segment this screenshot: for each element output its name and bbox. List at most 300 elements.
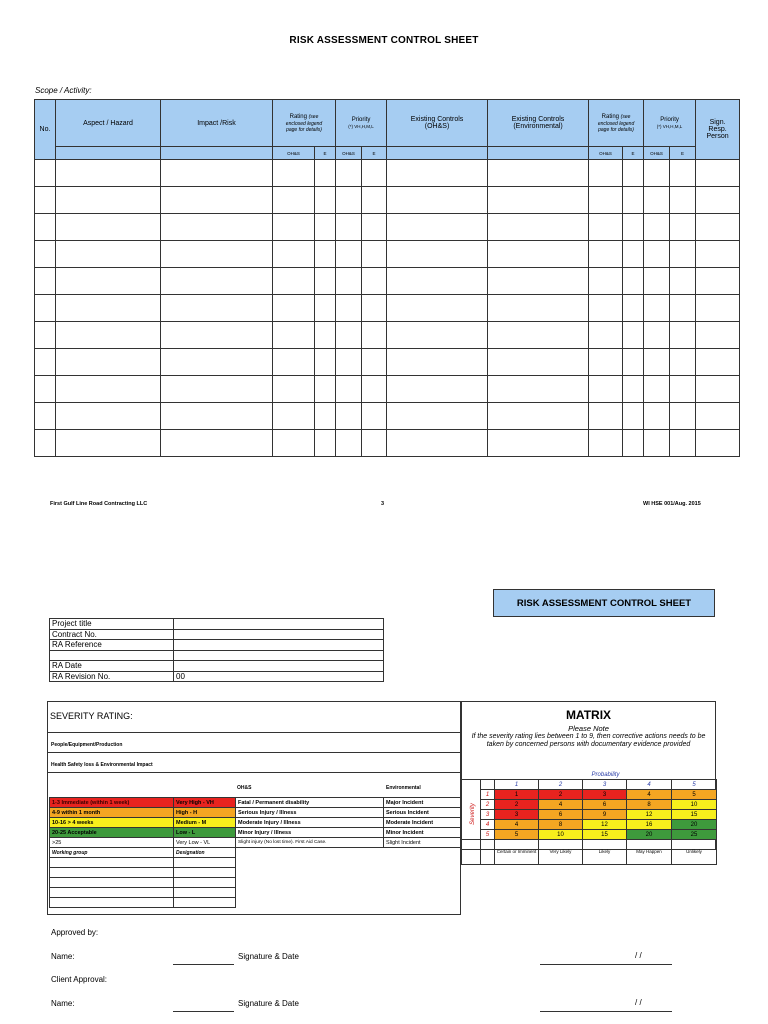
signature-line-1[interactable] <box>540 964 672 965</box>
designation-cell[interactable] <box>174 858 236 868</box>
signature-line-2[interactable] <box>540 1011 672 1012</box>
table-cell[interactable] <box>387 430 488 457</box>
table-cell[interactable] <box>623 241 644 268</box>
table-cell[interactable] <box>273 376 315 403</box>
table-cell[interactable] <box>488 295 589 322</box>
table-cell[interactable] <box>623 376 644 403</box>
table-cell[interactable] <box>362 268 387 295</box>
table-cell[interactable] <box>670 376 696 403</box>
matrix-cell: 9 <box>583 810 627 820</box>
severity-level: Low - L <box>174 828 236 838</box>
table-cell[interactable] <box>315 430 336 457</box>
subheader-ohs: OH&S <box>644 147 670 160</box>
table-cell[interactable] <box>589 268 623 295</box>
severity-axis-text: Severity <box>469 803 476 826</box>
risk-assessment-table <box>34 99 740 457</box>
table-cell[interactable] <box>589 430 623 457</box>
severity-range: 1-3 Immediate (within 1 week) <box>50 798 174 808</box>
table-cell[interactable] <box>589 295 623 322</box>
working-group-cell[interactable] <box>50 858 174 868</box>
table-cell[interactable] <box>362 349 387 376</box>
table-cell[interactable] <box>273 214 315 241</box>
table-cell[interactable] <box>488 187 589 214</box>
matrix-title: MATRIX <box>565 708 612 722</box>
date-slashes-2: / / <box>635 998 642 1007</box>
table-cell[interactable] <box>644 214 670 241</box>
table-cell[interactable] <box>696 376 740 403</box>
col-header-controls-ohs <box>387 100 488 147</box>
table-cell[interactable] <box>623 295 644 322</box>
table-cell[interactable] <box>696 187 740 214</box>
info-value[interactable] <box>174 650 384 661</box>
designation-cell[interactable] <box>174 898 236 908</box>
table-cell[interactable] <box>670 187 696 214</box>
table-cell[interactable] <box>336 214 362 241</box>
table-cell[interactable] <box>387 214 488 241</box>
spacer <box>236 888 384 898</box>
severity-level: High - H <box>174 808 236 818</box>
severity-number: 2 <box>481 800 495 810</box>
table-cell[interactable] <box>161 376 273 403</box>
rating-note-b-2: enclosed legend <box>597 120 635 127</box>
table-cell[interactable] <box>315 403 336 430</box>
table-cell[interactable] <box>273 187 315 214</box>
table-cell[interactable] <box>161 403 273 430</box>
subheader-ohs: OH&S <box>273 147 315 160</box>
subheader-e: E <box>362 147 387 160</box>
working-group-cell[interactable] <box>50 868 174 878</box>
info-value[interactable]: 00 <box>174 671 384 682</box>
info-value[interactable] <box>174 661 384 672</box>
table-cell[interactable] <box>589 376 623 403</box>
probability-number: 2 <box>539 780 583 790</box>
matrix-cell: 25 <box>672 830 717 840</box>
table-cell[interactable] <box>56 268 161 295</box>
subheader-e: E <box>670 147 696 160</box>
table-cell[interactable] <box>336 187 362 214</box>
table-cell[interactable] <box>589 241 623 268</box>
table-cell[interactable] <box>35 187 56 214</box>
table-cell[interactable] <box>362 403 387 430</box>
table-cell[interactable] <box>696 160 740 187</box>
page-title: RISK ASSESSMENT CONTROL SHEET <box>289 35 479 46</box>
matrix-cell: 16 <box>627 820 672 830</box>
severity-row <box>50 808 462 818</box>
table-cell[interactable] <box>56 322 161 349</box>
rating-label-2: Rating <box>601 113 619 120</box>
working-group-cell[interactable] <box>50 898 174 908</box>
table-cell[interactable] <box>362 322 387 349</box>
table-cell[interactable] <box>273 241 315 268</box>
table-cell[interactable] <box>644 295 670 322</box>
severity-range: >25 <box>50 838 174 848</box>
matrix-cell: 20 <box>627 830 672 840</box>
table-cell[interactable] <box>336 376 362 403</box>
table-cell[interactable] <box>696 295 740 322</box>
info-value[interactable] <box>174 640 384 651</box>
designation-cell[interactable] <box>174 868 236 878</box>
col-header-rating-env <box>589 100 644 147</box>
table-cell[interactable] <box>644 376 670 403</box>
table-cell[interactable] <box>644 322 670 349</box>
table-cell[interactable] <box>35 160 56 187</box>
severity-level: Very High - VH <box>174 798 236 808</box>
name-label-1: Name: <box>51 952 75 961</box>
sheet-title: RISK ASSESSMENT CONTROL SHEET <box>493 589 715 617</box>
matrix-cell: 6 <box>583 800 627 810</box>
table-cell[interactable] <box>696 214 740 241</box>
signature-label-2: Signature & Date <box>238 999 299 1008</box>
table-cell[interactable] <box>161 187 273 214</box>
table-cell[interactable] <box>273 322 315 349</box>
table-cell[interactable] <box>670 268 696 295</box>
table-cell[interactable] <box>670 295 696 322</box>
matrix-cell: 20 <box>672 820 717 830</box>
info-row <box>50 619 384 630</box>
probability-number: 3 <box>583 780 627 790</box>
spacer <box>481 840 495 865</box>
table-cell[interactable] <box>273 430 315 457</box>
table-cell[interactable] <box>488 376 589 403</box>
table-cell[interactable] <box>35 295 56 322</box>
client-approval-label: Client Approval: <box>51 975 108 984</box>
info-label: RA Reference <box>50 640 174 651</box>
rating-note-b: enclosed legend <box>285 120 323 127</box>
table-cell[interactable] <box>56 214 161 241</box>
severity-env: Serious Incident <box>384 808 462 818</box>
table-cell[interactable] <box>315 214 336 241</box>
table-cell[interactable] <box>670 430 696 457</box>
table-cell[interactable] <box>387 295 488 322</box>
table-row <box>35 214 740 241</box>
priority-label-2: Priority <box>660 116 679 123</box>
table-cell[interactable] <box>56 376 161 403</box>
table-cell[interactable] <box>623 187 644 214</box>
divider <box>48 732 460 733</box>
matrix-probability-row <box>462 770 717 780</box>
table-cell[interactable] <box>56 187 161 214</box>
col-header-controls-env <box>488 100 589 147</box>
table-cell[interactable] <box>644 403 670 430</box>
table-cell[interactable] <box>56 349 161 376</box>
severity-sub-health: Health Safety loss & Environmental Impact <box>51 762 153 768</box>
subheader-ohs: OH&S <box>589 147 623 160</box>
table-cell[interactable] <box>336 268 362 295</box>
matrix-cell: 1 <box>495 790 539 800</box>
col-label-environmental: Environmental <box>386 785 421 791</box>
severity-range: 4-9 within 1 month <box>50 808 174 818</box>
table-cell[interactable] <box>315 322 336 349</box>
matrix-cell: 2 <box>539 790 583 800</box>
col-header-sign <box>696 100 740 160</box>
table-cell[interactable] <box>273 160 315 187</box>
priority-label: Priority <box>351 116 371 123</box>
table-cell[interactable] <box>644 268 670 295</box>
probability-description: Very Likely <box>539 840 583 865</box>
table-cell[interactable] <box>35 268 56 295</box>
table-cell[interactable] <box>336 241 362 268</box>
table-cell[interactable] <box>670 349 696 376</box>
table-cell[interactable] <box>56 403 161 430</box>
matrix-cell: 6 <box>539 810 583 820</box>
rating-label: Rating <box>289 113 307 120</box>
project-info-table <box>49 618 384 682</box>
table-cell[interactable] <box>387 322 488 349</box>
matrix-row <box>462 810 717 820</box>
probability-label: Probability <box>591 771 620 778</box>
table-cell[interactable] <box>696 430 740 457</box>
table-cell[interactable] <box>623 403 644 430</box>
table-cell[interactable] <box>161 430 273 457</box>
table-cell[interactable] <box>273 295 315 322</box>
table-cell[interactable] <box>387 349 488 376</box>
spacer <box>462 840 481 865</box>
table-cell[interactable] <box>644 160 670 187</box>
table-cell[interactable] <box>56 430 161 457</box>
table-cell[interactable] <box>696 241 740 268</box>
table-cell[interactable] <box>161 214 273 241</box>
matrix-cell: 4 <box>539 800 583 810</box>
severity-range: 20-25 Acceptable <box>50 828 174 838</box>
col-header-rating-ohs <box>273 100 336 147</box>
matrix-cell: 4 <box>495 820 539 830</box>
table-cell[interactable] <box>589 349 623 376</box>
spacer <box>384 868 462 878</box>
table-cell[interactable] <box>273 268 315 295</box>
probability-description: May Happen <box>627 840 672 865</box>
table-cell[interactable] <box>696 268 740 295</box>
spacer <box>384 848 462 858</box>
name-line-2[interactable] <box>173 1011 234 1012</box>
severity-number: 4 <box>481 820 495 830</box>
table-cell[interactable] <box>56 160 161 187</box>
table-cell[interactable] <box>315 268 336 295</box>
table-row <box>35 322 740 349</box>
table-cell[interactable] <box>315 241 336 268</box>
table-cell[interactable] <box>589 214 623 241</box>
table-cell[interactable] <box>589 322 623 349</box>
table-cell[interactable] <box>362 160 387 187</box>
spacer <box>236 858 384 868</box>
col-header-aspect: Aspect / Hazard <box>56 100 161 147</box>
probability-number: 5 <box>672 780 717 790</box>
table-cell[interactable] <box>35 403 56 430</box>
table-cell[interactable] <box>161 349 273 376</box>
table-cell[interactable] <box>696 322 740 349</box>
severity-level: Medium - M <box>174 818 236 828</box>
designation-label: Designation <box>174 848 236 858</box>
table-cell[interactable] <box>315 295 336 322</box>
table-cell[interactable] <box>35 376 56 403</box>
table-cell[interactable] <box>362 241 387 268</box>
date-slashes-1: / / <box>635 951 642 960</box>
info-row <box>50 661 384 672</box>
table-cell[interactable] <box>387 403 488 430</box>
table-cell[interactable] <box>589 160 623 187</box>
table-cell[interactable] <box>387 376 488 403</box>
col-header-impact: Impact /Risk <box>161 100 273 147</box>
matrix-cell: 3 <box>495 810 539 820</box>
working-group-cell[interactable] <box>50 888 174 898</box>
table-cell[interactable] <box>644 349 670 376</box>
matrix-cell: 15 <box>672 810 717 820</box>
priority-note: (*) VH,H,M,L <box>348 123 374 129</box>
probability-number: 1 <box>495 780 539 790</box>
table-cell[interactable] <box>362 187 387 214</box>
table-cell[interactable] <box>273 349 315 376</box>
table-cell[interactable] <box>670 241 696 268</box>
table-cell[interactable] <box>623 322 644 349</box>
table-cell[interactable] <box>670 214 696 241</box>
table-cell[interactable] <box>488 322 589 349</box>
table-cell[interactable] <box>589 403 623 430</box>
table-cell[interactable] <box>696 403 740 430</box>
table-cell[interactable] <box>362 376 387 403</box>
severity-sub-people: People/Equipment/Production <box>51 742 123 748</box>
table-cell[interactable] <box>35 349 56 376</box>
risk-matrix-panel <box>461 701 716 854</box>
matrix-prob-label-row <box>462 840 717 865</box>
table-cell[interactable] <box>387 241 488 268</box>
severity-row <box>50 818 462 828</box>
table-cell[interactable] <box>387 187 488 214</box>
table-cell[interactable] <box>488 349 589 376</box>
table-cell[interactable] <box>589 187 623 214</box>
subheader-blank <box>56 147 161 160</box>
table-cell[interactable] <box>623 214 644 241</box>
controls-ohs-b: (OH&S) <box>424 123 450 130</box>
table-cell[interactable] <box>161 268 273 295</box>
table-row <box>35 160 740 187</box>
matrix-cell: 4 <box>627 790 672 800</box>
probability-description: Certain or Imminent <box>495 840 539 865</box>
table-cell[interactable] <box>315 376 336 403</box>
designation-cell[interactable] <box>174 888 236 898</box>
designation-cell[interactable] <box>174 878 236 888</box>
approved-by-label: Approved by: <box>51 928 99 937</box>
info-value[interactable] <box>174 619 384 630</box>
table-cell[interactable] <box>336 430 362 457</box>
rating-note-c-2: page for details) <box>598 126 634 133</box>
table-cell[interactable] <box>336 349 362 376</box>
spacer <box>236 848 384 858</box>
spacer <box>462 770 481 780</box>
matrix-row <box>462 800 717 810</box>
matrix-cell: 8 <box>627 800 672 810</box>
table-cell[interactable] <box>315 349 336 376</box>
name-line-1[interactable] <box>173 964 234 965</box>
table-cell[interactable] <box>488 430 589 457</box>
info-label: RA Revision No. <box>50 671 174 682</box>
table-row <box>35 295 740 322</box>
table-row <box>35 430 740 457</box>
table-cell[interactable] <box>644 187 670 214</box>
table-cell[interactable] <box>670 403 696 430</box>
table-cell[interactable] <box>623 268 644 295</box>
severity-ohs: Serious Injury / Illness <box>236 808 384 818</box>
sign-c: Person <box>706 133 729 140</box>
working-group-header-row <box>50 848 462 858</box>
severity-ohs: Moderate Injury / Illness <box>236 818 384 828</box>
table-cell[interactable] <box>387 268 488 295</box>
table-cell[interactable] <box>623 349 644 376</box>
matrix-cell: 10 <box>672 800 717 810</box>
table-cell[interactable] <box>161 322 273 349</box>
table-cell[interactable] <box>336 403 362 430</box>
table-cell[interactable] <box>644 430 670 457</box>
table-cell[interactable] <box>315 160 336 187</box>
table-cell[interactable] <box>623 160 644 187</box>
matrix-row <box>462 830 717 840</box>
table-cell[interactable] <box>315 187 336 214</box>
severity-table <box>49 797 462 908</box>
table-cell[interactable] <box>161 295 273 322</box>
footer-company: First Gulf Line Road Contracting LLC <box>50 501 148 507</box>
table-cell[interactable] <box>35 214 56 241</box>
col-label-ohs: OH&S <box>237 785 252 791</box>
table-row <box>35 403 740 430</box>
table-cell[interactable] <box>35 430 56 457</box>
table-cell[interactable] <box>670 322 696 349</box>
table-cell[interactable] <box>387 160 488 187</box>
rating-note-a-2: (see <box>620 113 631 120</box>
table-cell[interactable] <box>623 430 644 457</box>
working-group-row <box>50 858 462 868</box>
matrix-cell: 5 <box>672 790 717 800</box>
table-cell[interactable] <box>273 403 315 430</box>
table-cell[interactable] <box>488 403 589 430</box>
matrix-cell: 10 <box>539 830 583 840</box>
col-header-priority-env <box>644 100 696 147</box>
table-cell[interactable] <box>35 241 56 268</box>
severity-env: Slight Incident <box>384 838 462 848</box>
divider <box>48 752 460 753</box>
table-cell[interactable] <box>488 241 589 268</box>
subheader-e: E <box>315 147 336 160</box>
severity-number: 1 <box>481 790 495 800</box>
severity-axis-label <box>462 790 481 840</box>
table-cell[interactable] <box>161 160 273 187</box>
table-cell[interactable] <box>488 268 589 295</box>
matrix-row <box>462 820 717 830</box>
table-cell[interactable] <box>336 295 362 322</box>
table-cell[interactable] <box>336 322 362 349</box>
table-cell[interactable] <box>362 295 387 322</box>
table-cell[interactable] <box>56 241 161 268</box>
table-cell[interactable] <box>161 241 273 268</box>
table-row <box>35 268 740 295</box>
table-cell[interactable] <box>488 160 589 187</box>
controls-env-a: Existing Controls <box>511 116 565 123</box>
table-cell[interactable] <box>696 349 740 376</box>
working-group-row <box>50 878 462 888</box>
table-cell[interactable] <box>35 322 56 349</box>
table-cell[interactable] <box>362 214 387 241</box>
table-cell[interactable] <box>670 160 696 187</box>
table-cell[interactable] <box>488 214 589 241</box>
severity-ohs: Slight injury (No lost time). First Aid Case. <box>236 838 384 848</box>
table-cell[interactable] <box>644 241 670 268</box>
table-row <box>35 187 740 214</box>
table-cell[interactable] <box>56 295 161 322</box>
working-group-cell[interactable] <box>50 878 174 888</box>
table-cell[interactable] <box>362 430 387 457</box>
info-value[interactable] <box>174 629 384 640</box>
footer-doc-ref: WI HSE 001/Aug. 2015 <box>643 501 701 507</box>
severity-env: Minor Incident <box>384 828 462 838</box>
matrix-row <box>462 790 717 800</box>
table-cell[interactable] <box>336 160 362 187</box>
